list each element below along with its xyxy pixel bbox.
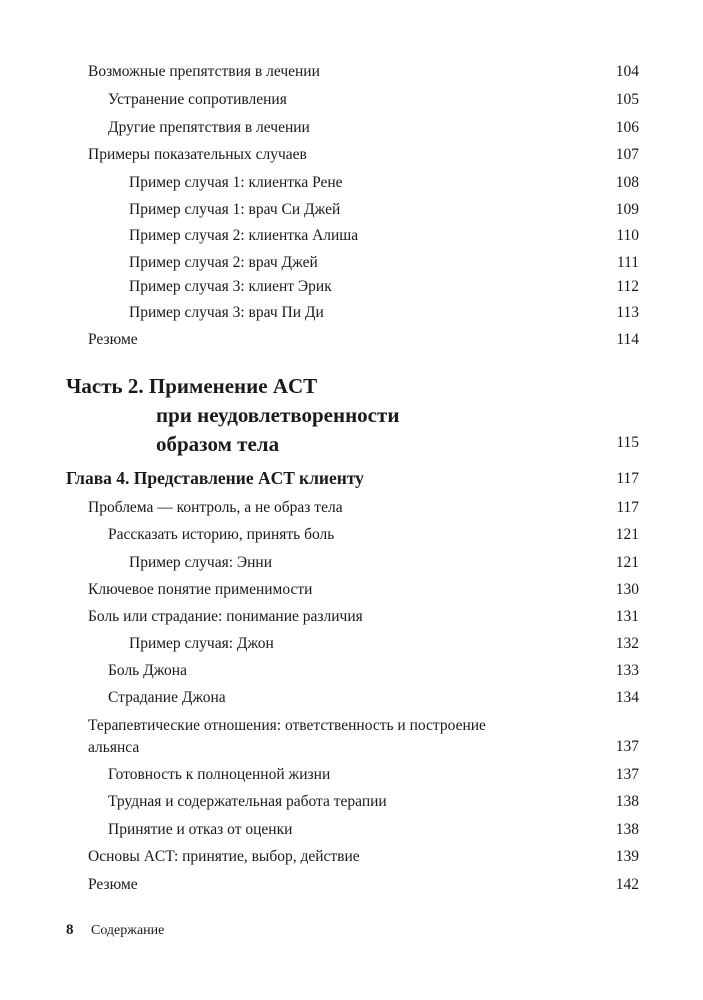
toc-entry-page: 142 <box>615 876 639 893</box>
toc-entry-page: 107 <box>615 146 639 163</box>
toc-entry-page: 130 <box>615 581 639 598</box>
chapter-page-number: 117 <box>616 470 639 487</box>
toc-entry-title: Возможные препятствия в лечении <box>88 63 320 80</box>
chapter-title: Глава 4. Представление ACT клиенту <box>66 468 364 488</box>
toc-entry-title: Пример случая 1: клиентка Рене <box>129 174 343 191</box>
toc-entry-title: Пример случая 2: клиентка Алиша <box>129 227 359 244</box>
toc-entry-page: 133 <box>615 662 639 679</box>
toc-entry-page: 109 <box>615 201 639 218</box>
toc-entry-page: 131 <box>615 608 639 625</box>
toc-entry-page: 111 <box>616 254 639 271</box>
toc-entry-page: 112 <box>616 278 639 295</box>
part-page-number: 115 <box>616 434 639 451</box>
toc-entry-title: Страдание Джона <box>108 689 226 706</box>
toc-entry-title: Резюме <box>88 876 138 893</box>
toc-entry-page: 110 <box>616 227 639 244</box>
toc-entry-title: Пример случая 3: клиент Эрик <box>129 278 332 295</box>
toc-entry-page: 117 <box>616 499 639 516</box>
toc-entry-page: 104 <box>615 63 639 80</box>
toc-entry-title: Принятие и отказ от оценки <box>108 821 293 838</box>
toc-entry-page: 137 <box>615 738 639 755</box>
toc-entry-title: Терапевтические отношения: ответственность и построение альянса <box>88 717 486 756</box>
toc-entry-title: Пример случая: Энни <box>129 554 273 571</box>
footer-page-number: 8 <box>66 922 74 938</box>
toc-entry-page: 139 <box>615 848 639 865</box>
toc-entry-page: 108 <box>615 174 639 191</box>
toc-entry-title: Рассказать историю, принять боль <box>108 526 335 543</box>
toc-entry-page: 121 <box>615 554 639 571</box>
page-footer <box>66 921 164 940</box>
toc-entry-title: Основы ACT: принятие, выбор, действие <box>88 848 360 865</box>
toc-entry-page: 106 <box>615 119 639 136</box>
toc-entry-page: 114 <box>616 331 639 348</box>
toc-entry-title: Пример случая 1: врач Си Джей <box>129 201 341 218</box>
toc-entry-title: Пример случая: Джон <box>129 635 274 652</box>
toc-entry-title: Устранение сопротивления <box>108 91 287 108</box>
part-heading-line: образом тела <box>156 432 280 456</box>
toc-entry-page: 138 <box>615 821 639 838</box>
toc-entry-title: Пример случая 2: врач Джей <box>129 254 318 271</box>
part-heading-line: Часть 2. Применение ACT <box>66 374 318 398</box>
toc-entry-page: 137 <box>615 766 639 783</box>
part-heading <box>66 372 666 459</box>
toc-entry-title: Резюме <box>88 331 138 348</box>
toc-entry-title: Пример случая 3: врач Пи Ди <box>129 304 324 321</box>
toc-entry-page: 113 <box>616 304 639 321</box>
footer-running-title: Содержание <box>91 923 165 938</box>
toc-entry-page: 105 <box>615 91 639 108</box>
toc-entry-title: Примеры показательных случаев <box>88 146 307 163</box>
toc-entry-title: Трудная и содержательная работа терапии <box>108 793 387 810</box>
toc-entry-title: Ключевое понятие применимости <box>88 581 313 598</box>
toc-entry-page: 138 <box>615 793 639 810</box>
part-heading-line: при неудовлетворенности <box>156 403 400 427</box>
toc-entry-page: 134 <box>615 689 639 706</box>
toc-entry-page: 132 <box>615 635 639 652</box>
toc-entry-title: Готовность к полноценной жизни <box>108 766 331 783</box>
toc-entry-title: Боль Джона <box>108 662 187 679</box>
toc-entry-title: Проблема — контроль, а не образ тела <box>88 499 343 516</box>
toc-entry-page: 121 <box>615 526 639 543</box>
toc-entry-title: Другие препятствия в лечении <box>108 119 310 136</box>
toc-entry-title: Боль или страдание: понимание различия <box>88 608 363 625</box>
